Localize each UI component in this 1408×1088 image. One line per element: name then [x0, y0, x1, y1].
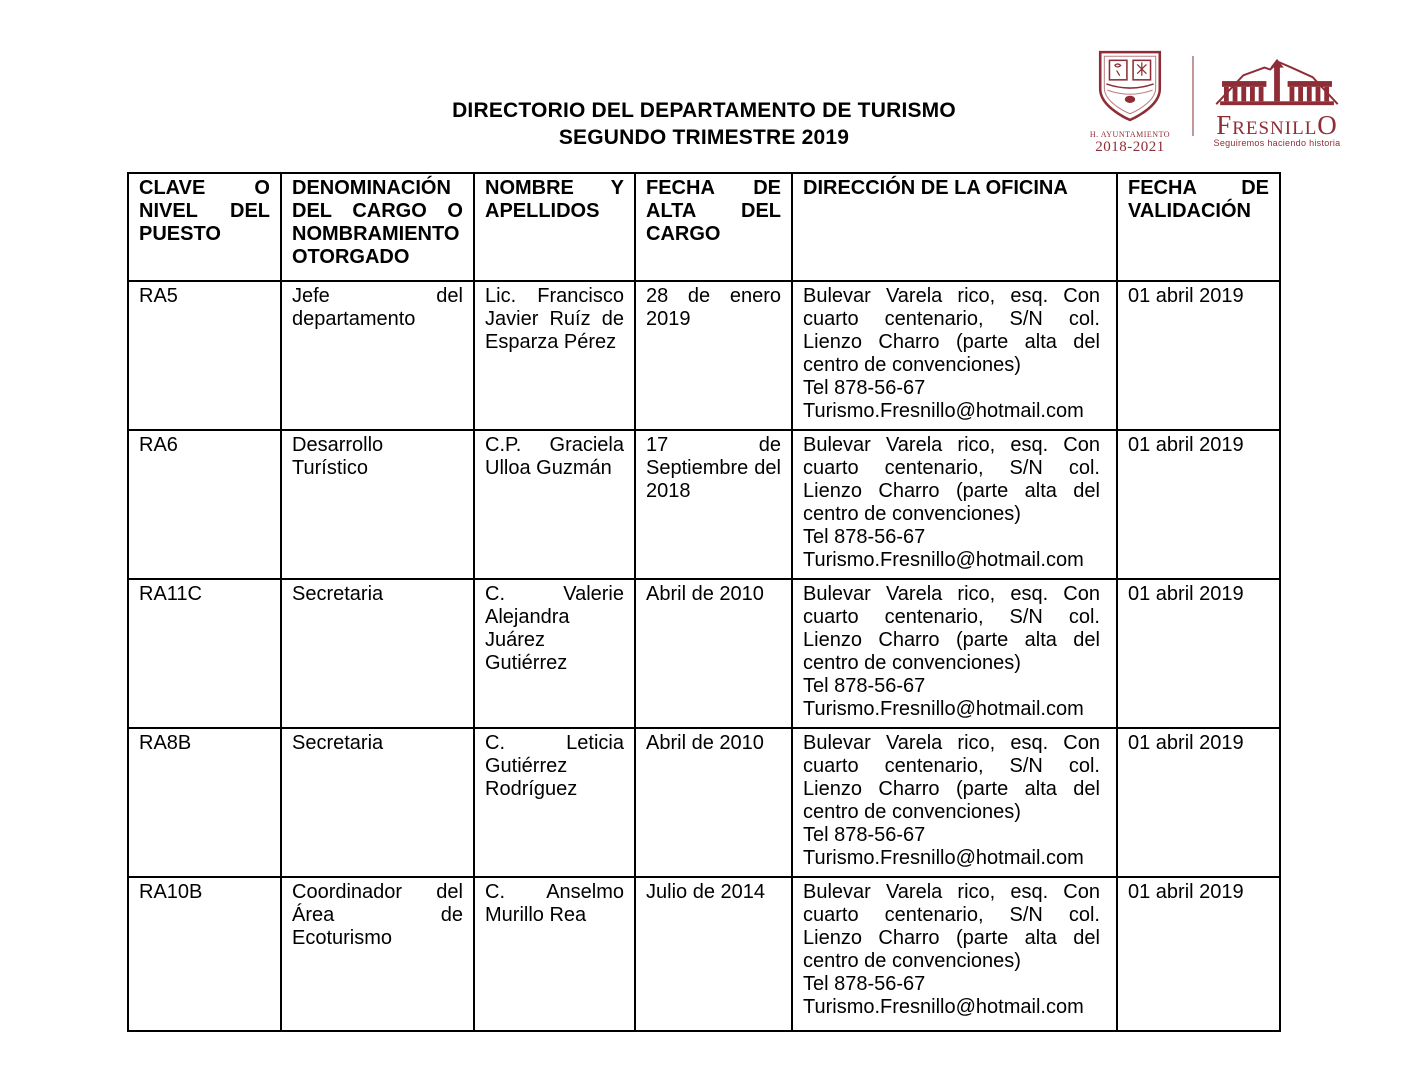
col-header-clave: CLAVE O NIVEL DEL PUESTO	[128, 173, 281, 281]
col-header-nombre: NOMBRE Y APELLIDOS	[474, 173, 635, 281]
cell-clave: RA8B	[128, 728, 281, 877]
cell-clave: RA6	[128, 430, 281, 579]
office-address-block	[803, 434, 1100, 572]
cell-fecha-validacion: 01 abril 2019	[1117, 877, 1280, 1031]
office-phone: Tel 878-56-67	[803, 973, 926, 995]
ayuntamiento-label: H. AYUNTAMIENTO	[1089, 130, 1171, 139]
cell-clave: RA11C	[128, 579, 281, 728]
table-row	[128, 728, 1280, 877]
logo-group	[1080, 48, 1348, 156]
cell-nombre: C. Anselmo Murillo Rea	[474, 877, 635, 1031]
fresnillo-tagline: Seguiremos haciendo historia	[1213, 138, 1341, 148]
office-address: Bulevar Varela rico, esq. Con cuarto centenario, S/N col. Lienzo Charro (parte alta del centro de convenciones)	[803, 881, 1100, 972]
office-address-block	[803, 881, 1100, 1019]
office-address-block	[803, 583, 1100, 721]
cell-fecha-validacion: 01 abril 2019	[1117, 579, 1280, 728]
office-address: Bulevar Varela rico, esq. Con cuarto centenario, S/N col. Lienzo Charro (parte alta del centro de convenciones)	[803, 434, 1100, 525]
col-header-direccion: DIRECCIÓN DE LA OFICINA	[792, 173, 1117, 281]
cell-nombre: C.P. Graciela Ulloa Guzmán	[474, 430, 635, 579]
cell-direccion	[792, 728, 1117, 877]
table-row	[128, 281, 1280, 430]
directory-table	[127, 172, 1281, 1032]
cell-fecha-alta: Abril de 2010	[635, 728, 792, 877]
ayuntamiento-logo	[1080, 48, 1180, 156]
cell-denominacion: Desarrollo Turístico	[281, 430, 474, 579]
cell-fecha-alta: Abril de 2010	[635, 579, 792, 728]
office-address: Bulevar Varela rico, esq. Con cuarto centenario, S/N col. Lienzo Charro (parte alta del centro de convenciones)	[803, 732, 1100, 823]
office-address-block	[803, 732, 1100, 870]
fresnillo-building-icon	[1213, 56, 1341, 110]
col-header-fecha-validacion: FECHA DE VALIDACIÓN	[1117, 173, 1280, 281]
col-header-denominacion: DENOMINACIÓN DEL CARGO O NOMBRAMIENTO OTORGADO	[281, 173, 474, 281]
logo-divider	[1192, 56, 1194, 136]
cell-nombre: C. Valerie Alejandra Juárez Gutiérrez	[474, 579, 635, 728]
office-phone: Tel 878-56-67	[803, 377, 926, 399]
office-address: Bulevar Varela rico, esq. Con cuarto centenario, S/N col. Lienzo Charro (parte alta del centro de convenciones)	[803, 583, 1100, 674]
title-line-2: SEGUNDO TRIMESTRE 2019	[558, 126, 850, 149]
cell-fecha-validacion: 01 abril 2019	[1117, 430, 1280, 579]
office-email: Turismo.Fresnillo@hotmail.com	[803, 996, 1084, 1018]
document-header	[0, 0, 1408, 172]
cell-fecha-alta: 28 de enero 2019	[635, 281, 792, 430]
cell-clave: RA10B	[128, 877, 281, 1031]
table-row	[128, 430, 1280, 579]
cell-direccion	[792, 877, 1117, 1031]
cell-clave: RA5	[128, 281, 281, 430]
office-email: Turismo.Fresnillo@hotmail.com	[803, 847, 1084, 869]
office-email: Turismo.Fresnillo@hotmail.com	[803, 549, 1084, 571]
office-phone: Tel 878-56-67	[803, 824, 926, 846]
cell-denominacion: Secretaria	[281, 728, 474, 877]
office-address-block	[803, 285, 1100, 423]
cell-fecha-validacion: 01 abril 2019	[1117, 728, 1280, 877]
fresnillo-logo	[1206, 48, 1348, 148]
office-address: Bulevar Varela rico, esq. Con cuarto centenario, S/N col. Lienzo Charro (parte alta del centro de convenciones)	[803, 285, 1100, 376]
col-header-fecha-alta: FECHA DE ALTA DEL CARGO	[635, 173, 792, 281]
title-line-1: DIRECTORIO DEL DEPARTAMENTO DE TURISMO	[452, 99, 956, 122]
cell-fecha-validacion: 01 abril 2019	[1117, 281, 1280, 430]
cell-denominacion: Coordinador del Área de Ecoturismo	[281, 877, 474, 1031]
ayuntamiento-years: 2018-2021	[1095, 139, 1165, 155]
office-email: Turismo.Fresnillo@hotmail.com	[803, 400, 1084, 422]
cell-denominacion: Jefe del departamento	[281, 281, 474, 430]
header-row	[128, 173, 1280, 281]
cell-fecha-alta: Julio de 2014	[635, 877, 792, 1031]
office-phone: Tel 878-56-67	[803, 675, 926, 697]
table-row	[128, 877, 1280, 1031]
office-email: Turismo.Fresnillo@hotmail.com	[803, 698, 1084, 720]
cell-direccion	[792, 281, 1117, 430]
cell-direccion	[792, 579, 1117, 728]
cell-direccion	[792, 430, 1117, 579]
cell-nombre: C. Leticia Gutiérrez Rodríguez	[474, 728, 635, 877]
cell-nombre: Lic. Francisco Javier Ruíz de Esparza Pérez	[474, 281, 635, 430]
cell-fecha-alta: 17 de Septiembre del 2018	[635, 430, 792, 579]
table-row	[128, 579, 1280, 728]
cell-denominacion: Secretaria	[281, 579, 474, 728]
ayuntamiento-shield-icon	[1094, 48, 1166, 124]
office-phone: Tel 878-56-67	[803, 526, 926, 548]
fresnillo-wordmark: FresnillO	[1216, 110, 1338, 140]
